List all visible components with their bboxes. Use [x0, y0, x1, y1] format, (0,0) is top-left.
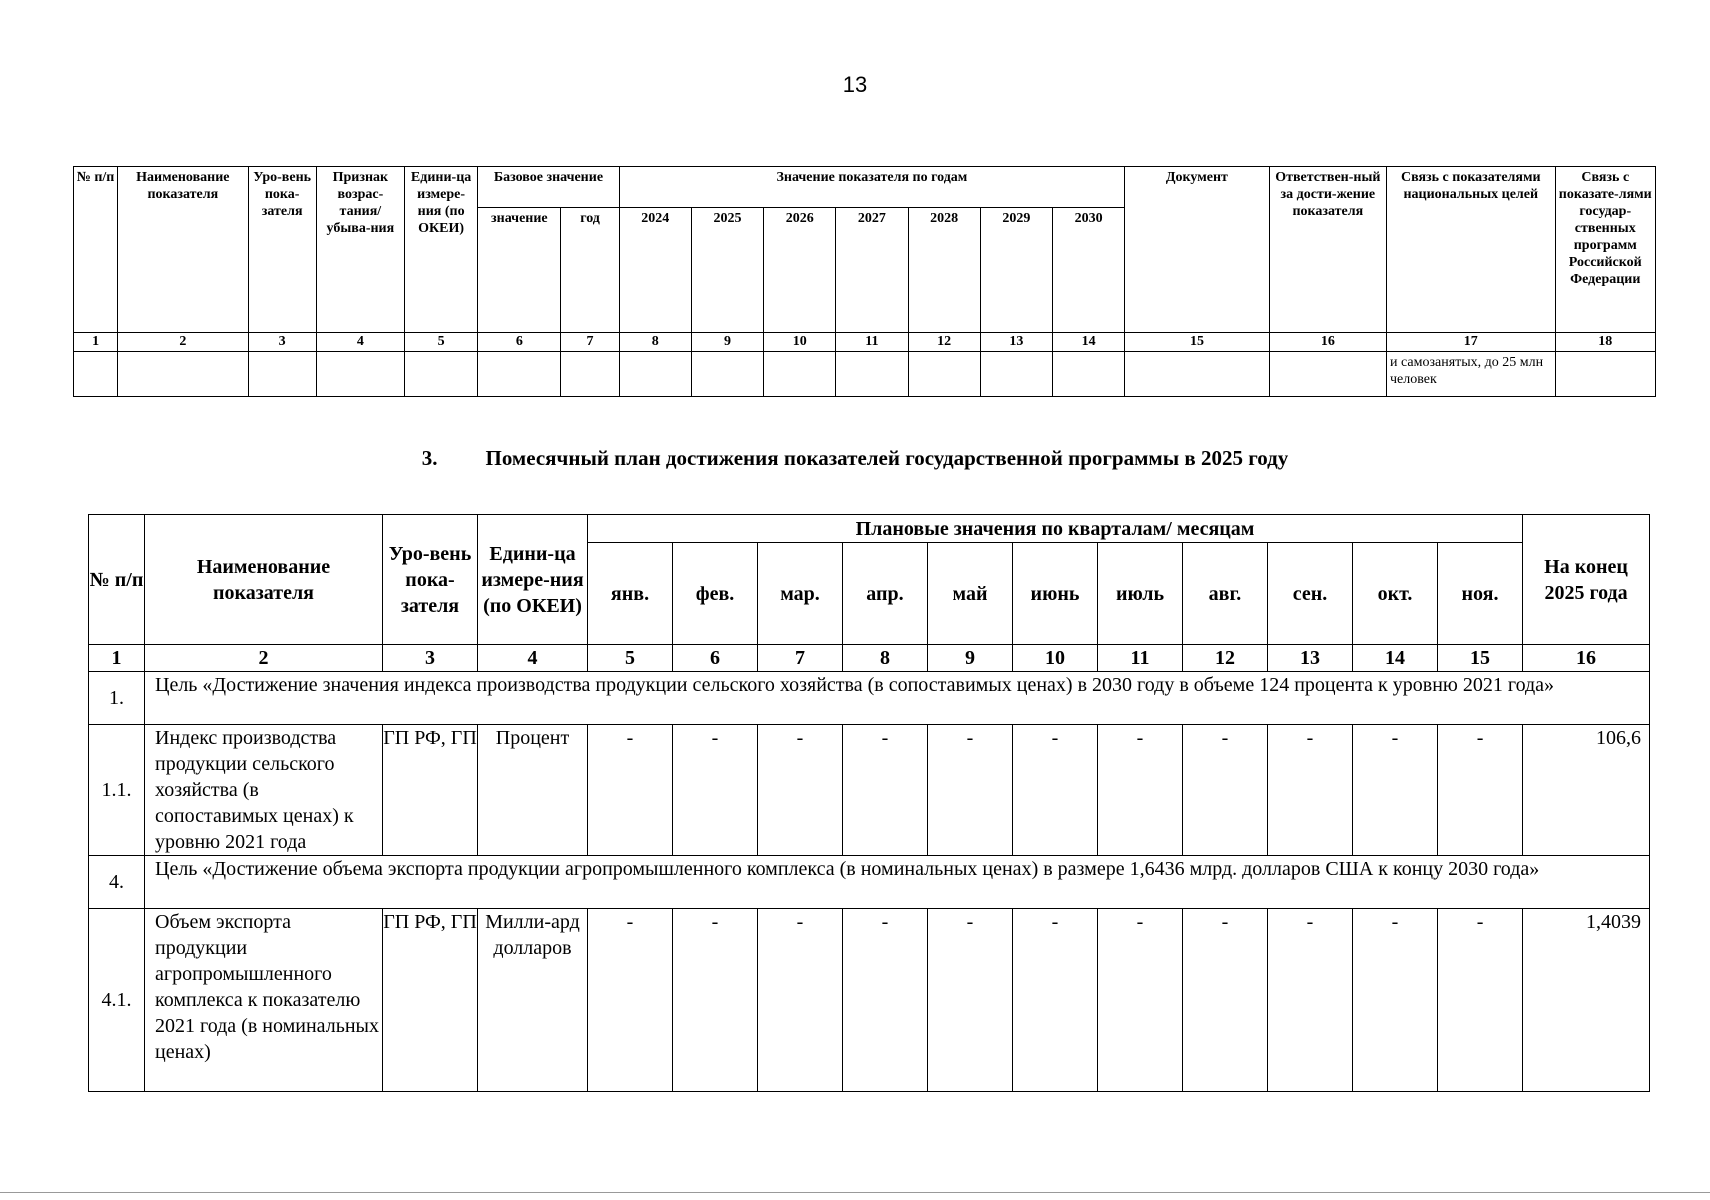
- month-value: -: [1098, 725, 1183, 856]
- column-number: 9: [691, 333, 763, 352]
- col-responsible-header: Ответствен-ный за дости-жение показателя: [1269, 167, 1386, 333]
- end-value: 1,4039: [1523, 909, 1650, 1092]
- header-row-1: [74, 167, 1656, 208]
- month-value: -: [758, 909, 843, 1092]
- column-number: 6: [673, 645, 758, 672]
- month-value: -: [1183, 909, 1268, 1092]
- col-name-header: Наименование показателя: [145, 515, 383, 645]
- column-number: 13: [1268, 645, 1353, 672]
- page-bottom-edge: [0, 1192, 1710, 1193]
- month-value: -: [1268, 725, 1353, 856]
- column-numbers-row: [74, 333, 1656, 352]
- col-national-goals-header: Связь с показателями национальных целей: [1387, 167, 1556, 333]
- year-header: 2026: [764, 208, 836, 333]
- year-header: 2024: [619, 208, 691, 333]
- column-number: 10: [764, 333, 836, 352]
- col-state-programs-header: Связь с показате-лями государ-ственных программ Российской Федерации: [1555, 167, 1655, 333]
- month-header: сен.: [1268, 543, 1353, 645]
- month-header: ноя.: [1438, 543, 1523, 645]
- col-num-header: № п/п: [89, 515, 145, 645]
- col-unit-header: Едини-ца измере-ния (по ОКЕИ): [478, 515, 588, 645]
- header-row-1: [89, 515, 1650, 543]
- column-number: 6: [478, 333, 561, 352]
- goal-row: [89, 672, 1650, 725]
- column-number: 4: [316, 333, 404, 352]
- col-base-header: Базовое значение: [478, 167, 619, 208]
- col-unit-header: Едини-ца измере-ния (по ОКЕИ): [405, 167, 478, 333]
- year-header: 2027: [836, 208, 908, 333]
- column-number: 12: [908, 333, 980, 352]
- col-level-header: Уро-вень пока-зателя: [383, 515, 478, 645]
- month-value: -: [1098, 909, 1183, 1092]
- column-number: 5: [588, 645, 673, 672]
- column-number: 7: [758, 645, 843, 672]
- column-number: 15: [1438, 645, 1523, 672]
- column-number: 18: [1555, 333, 1655, 352]
- col-by-years-header: Значение показателя по годам: [619, 167, 1125, 208]
- year-header: 2029: [980, 208, 1052, 333]
- column-number: 12: [1183, 645, 1268, 672]
- col-sign-header: Признак возрас-тания/ убыва-ния: [316, 167, 404, 333]
- column-number: 14: [1052, 333, 1124, 352]
- year-header: 2025: [691, 208, 763, 333]
- column-number: 7: [561, 333, 619, 352]
- indicator-level: ГП РФ, ГП: [383, 725, 478, 856]
- month-value: -: [1183, 725, 1268, 856]
- month-value: -: [843, 725, 928, 856]
- month-value: -: [1438, 725, 1523, 856]
- continuation-row: [74, 352, 1656, 397]
- month-header: окт.: [1353, 543, 1438, 645]
- indicator-level: ГП РФ, ГП: [383, 909, 478, 1092]
- month-header: янв.: [588, 543, 673, 645]
- month-value: -: [1013, 725, 1098, 856]
- indicator-number: 1.1.: [89, 725, 145, 856]
- year-header: 2028: [908, 208, 980, 333]
- indicators-table-continuation: [73, 166, 1656, 397]
- indicator-name: Индекс производства продукции сельского хозяйства (в сопоставимых ценах) к уровню 2021 года: [145, 725, 383, 856]
- column-number: 9: [928, 645, 1013, 672]
- month-header: май: [928, 543, 1013, 645]
- continuation-text: и самозанятых, до 25 млн человек: [1387, 352, 1556, 397]
- indicator-unit: Милли-ард долларов: [478, 909, 588, 1092]
- column-number: 16: [1523, 645, 1650, 672]
- column-number: 16: [1269, 333, 1386, 352]
- month-value: -: [1353, 725, 1438, 856]
- col-name-header: Наименование показателя: [118, 167, 248, 333]
- column-number: 13: [980, 333, 1052, 352]
- column-number: 2: [118, 333, 248, 352]
- month-value: -: [673, 725, 758, 856]
- column-number: 8: [843, 645, 928, 672]
- indicator-row: [89, 725, 1650, 856]
- indicator-row: [89, 909, 1650, 1092]
- indicator-number: 4.1.: [89, 909, 145, 1092]
- column-number: 17: [1387, 333, 1556, 352]
- month-header: фев.: [673, 543, 758, 645]
- column-number: 11: [1098, 645, 1183, 672]
- column-number: 11: [836, 333, 908, 352]
- month-value: -: [758, 725, 843, 856]
- col-base-value-header: значение: [478, 208, 561, 333]
- column-number: 5: [405, 333, 478, 352]
- goal-text: Цель «Достижение значения индекса производства продукции сельского хозяйства (в сопоставимых ценах) в 2030 году в объеме 124 процента к уровню 2021 года»: [145, 672, 1650, 725]
- column-number: 14: [1353, 645, 1438, 672]
- month-value: -: [1013, 909, 1098, 1092]
- month-value: -: [588, 725, 673, 856]
- indicator-name: Объем экспорта продукции агропромышленного комплекса к показателю 2021 года (в номинальных ценах): [145, 909, 383, 1092]
- month-value: -: [928, 725, 1013, 856]
- column-number: 3: [383, 645, 478, 672]
- month-header: июль: [1098, 543, 1183, 645]
- col-end-header: На конец 2025 года: [1523, 515, 1650, 645]
- year-header: 2030: [1052, 208, 1124, 333]
- month-value: -: [673, 909, 758, 1092]
- col-plan-header: Плановые значения по кварталам/ месяцам: [588, 515, 1523, 543]
- monthly-plan-table: [88, 514, 1650, 1092]
- column-number: 1: [89, 645, 145, 672]
- month-value: -: [588, 909, 673, 1092]
- month-value: -: [1353, 909, 1438, 1092]
- end-value: 106,6: [1523, 725, 1650, 856]
- col-base-year-header: год: [561, 208, 619, 333]
- column-number: 10: [1013, 645, 1098, 672]
- section-title: [0, 446, 1710, 471]
- col-num-header: № п/п: [74, 167, 118, 333]
- section-title-text: Помесячный план достижения показателей государственной программы в 2025 году: [485, 446, 1289, 470]
- column-number: 3: [248, 333, 316, 352]
- col-document-header: Документ: [1125, 167, 1269, 333]
- month-value: -: [1438, 909, 1523, 1092]
- goal-row: [89, 856, 1650, 909]
- column-number: 4: [478, 645, 588, 672]
- page-number: 13: [842, 72, 868, 97]
- column-number: 15: [1125, 333, 1269, 352]
- indicator-unit: Процент: [478, 725, 588, 856]
- month-header: авг.: [1183, 543, 1268, 645]
- month-value: -: [1268, 909, 1353, 1092]
- goal-text: Цель «Достижение объема экспорта продукции агропромышленного комплекса (в номинальных ценах) в размере 1,6436 млрд. долларов США к концу 2030 года»: [145, 856, 1650, 909]
- column-number: 2: [145, 645, 383, 672]
- column-number: 1: [74, 333, 118, 352]
- column-number: 8: [619, 333, 691, 352]
- section-number: 3.: [421, 446, 438, 470]
- goal-number: 4.: [89, 856, 145, 909]
- month-value: -: [843, 909, 928, 1092]
- month-value: -: [928, 909, 1013, 1092]
- month-header: мар.: [758, 543, 843, 645]
- month-header: июнь: [1013, 543, 1098, 645]
- goal-number: 1.: [89, 672, 145, 725]
- column-numbers-row: [89, 645, 1650, 672]
- month-header: апр.: [843, 543, 928, 645]
- col-level-header: Уро-вень пока-зателя: [248, 167, 316, 333]
